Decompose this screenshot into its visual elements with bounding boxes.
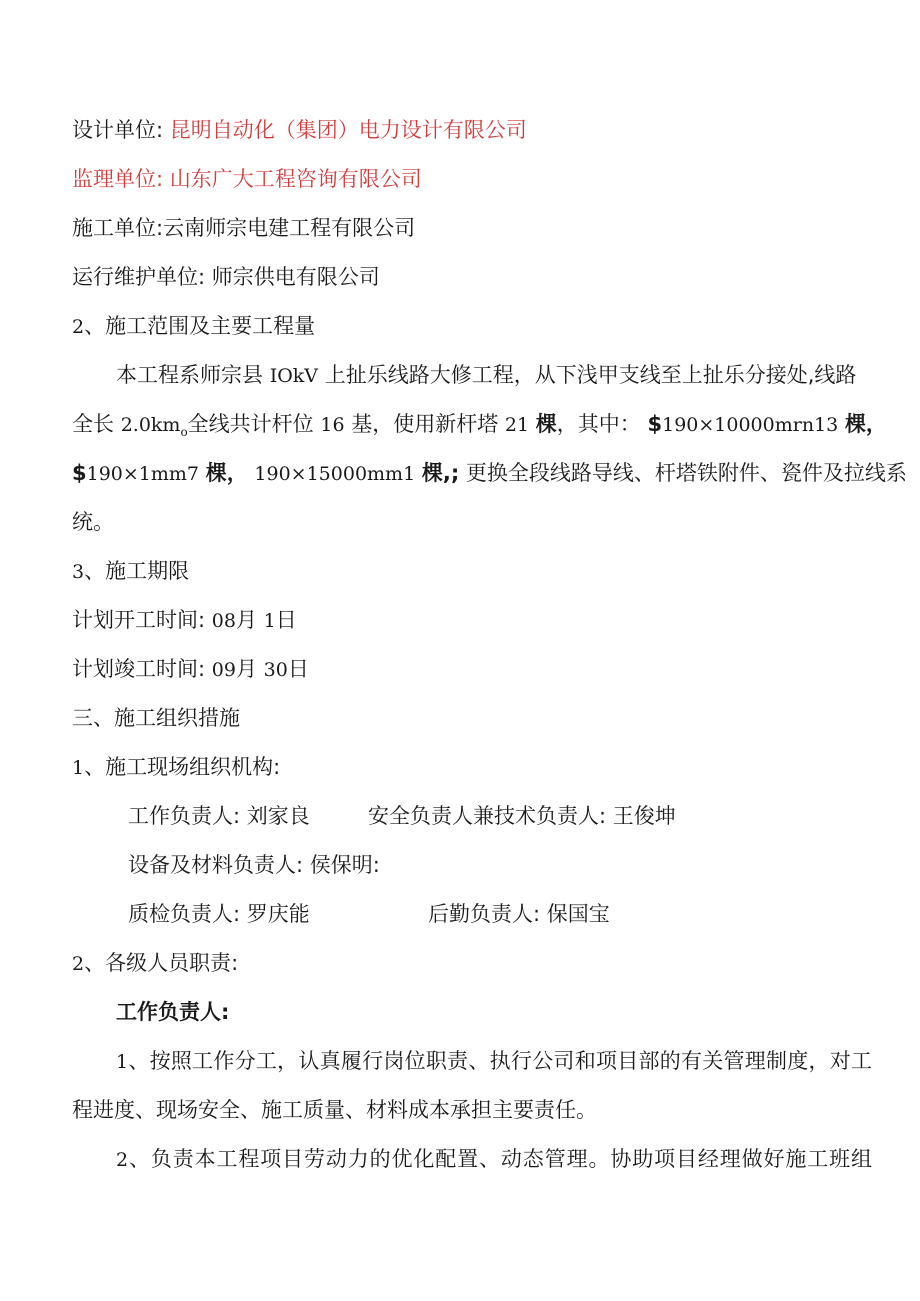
chapter3-title: 三、施工组织措施 — [72, 706, 240, 730]
scope-paragraph-line-4 — [72, 508, 114, 536]
section3-heading — [72, 557, 189, 586]
chapter3-heading — [72, 704, 240, 732]
maintenance-unit-line — [72, 263, 380, 291]
scope-text: 上扯乐线路大修工程，从下浅甲支线至上扯乐分接处,线路 — [324, 363, 857, 387]
section2-heading — [72, 312, 315, 341]
start-month: 08 — [211, 610, 236, 632]
construction-unit-line — [72, 214, 415, 242]
scope-text: 全长 — [72, 412, 114, 436]
org-title: 、施工现场组织机构: — [84, 755, 281, 779]
scope-spec: 190×10000mrn13 — [662, 414, 839, 436]
duty-1-text: 、按照工作分工，认真履行岗位职责、执行公司和项目部的有关管理制度，对工 — [128, 1049, 872, 1073]
org-number: 1 — [72, 757, 85, 779]
design-unit-value: 昆明自动化（集团）电力设计有限公司 — [169, 118, 527, 142]
scope-spec: 190×1mm7 — [86, 463, 200, 485]
maintenance-unit-value: 师宗供电有限公司 — [211, 265, 380, 289]
duty-1-number: 1 — [116, 1051, 129, 1073]
end-month-unit: 月 — [235, 657, 257, 681]
scope-text: 基，使用新杆塔 — [351, 412, 499, 436]
section2-title: 、施工范围及主要工程量 — [84, 314, 316, 338]
scope-pole-count: 16 — [320, 414, 345, 436]
duty-1-line-2: 程进度、现场安全、施工质量、材料成本承担主要责任。 — [72, 1098, 597, 1122]
scope-symbol: $ — [647, 412, 663, 436]
duties-number: 2 — [72, 953, 85, 975]
safety-leader: 安全负责人兼技术负责人: 王俊坤 — [368, 804, 676, 828]
scope-paragraph-line-1 — [116, 361, 856, 390]
end-month: 09 — [211, 659, 236, 681]
scope-text: ，其中： — [556, 412, 641, 436]
duty-1-line-1 — [116, 1047, 872, 1076]
duty-2-line-1 — [116, 1145, 872, 1174]
maintenance-unit-label: 运行维护单位: — [72, 265, 206, 289]
construction-unit-value: 云南师宗电建工程有限公司 — [163, 216, 416, 240]
section2-number: 2 — [72, 316, 85, 338]
scope-unit: 棵 — [535, 412, 557, 436]
end-date-line — [72, 655, 309, 684]
section3-title: 、施工期限 — [84, 559, 190, 583]
start-date-label: 计划开工时间: — [72, 608, 206, 632]
duties-heading — [72, 949, 238, 978]
section3-number: 3 — [72, 561, 85, 583]
scope-paragraph-line-2 — [72, 410, 887, 446]
start-day-unit: 日 — [275, 608, 297, 632]
work-leader: 工作负责人: 刘家良 — [128, 804, 310, 828]
logistics-leader: 后勤负责人: 保国宝 — [428, 902, 610, 926]
scope-text: 本工程系师宗县 — [116, 363, 263, 387]
scope-text: 全线共计杆位 — [187, 412, 314, 436]
scope-unit: 棵,; — [421, 461, 460, 485]
scope-unit: 棵， — [844, 412, 887, 436]
equipment-leader: 设备及材料负责人: 侯保明: — [128, 853, 380, 877]
role-title: 工作负责人: — [116, 1000, 230, 1024]
scope-spec: 190×15000mm1 — [254, 463, 416, 485]
construction-unit-label: 施工单位: — [72, 216, 164, 240]
scope-text: 更换全段线路导线、杆塔铁附件、瓷件及拉线系 — [465, 461, 907, 485]
duties-title: 、各级人员职责: — [84, 951, 239, 975]
duty-2-number: 2 — [116, 1149, 129, 1171]
design-unit-line — [72, 116, 527, 144]
end-day: 30 — [263, 659, 288, 681]
start-month-unit: 月 — [235, 608, 257, 632]
scope-tower-count: 21 — [504, 414, 530, 436]
scope-length-sub: o — [180, 425, 188, 440]
scope-paragraph-line-3 — [72, 459, 907, 488]
supervision-unit-value: 山东广大工程咨询有限公司 — [169, 167, 422, 191]
scope-voltage: IOkV — [269, 365, 319, 387]
end-day-unit: 日 — [287, 657, 309, 681]
scope-length: 2.0km — [120, 414, 181, 436]
scope-text: 统。 — [72, 510, 114, 534]
supervision-unit-label: 监理单位: — [72, 167, 164, 191]
scope-symbol: $ — [72, 461, 87, 485]
end-date-label: 计划竣工时间: — [72, 657, 206, 681]
duty-2-text: 、负责本工程项目劳动力的优化配置、动态管理。协助项目经理做好施工班组 — [128, 1147, 872, 1171]
quality-leader: 质检负责人: 罗庆能 — [128, 902, 310, 926]
org-heading — [72, 753, 280, 782]
supervision-unit-line — [72, 165, 422, 193]
scope-unit: 棵， — [205, 461, 248, 485]
design-unit-label: 设计单位: — [72, 118, 164, 142]
start-day: 1 — [263, 610, 276, 632]
start-date-line — [72, 606, 297, 635]
